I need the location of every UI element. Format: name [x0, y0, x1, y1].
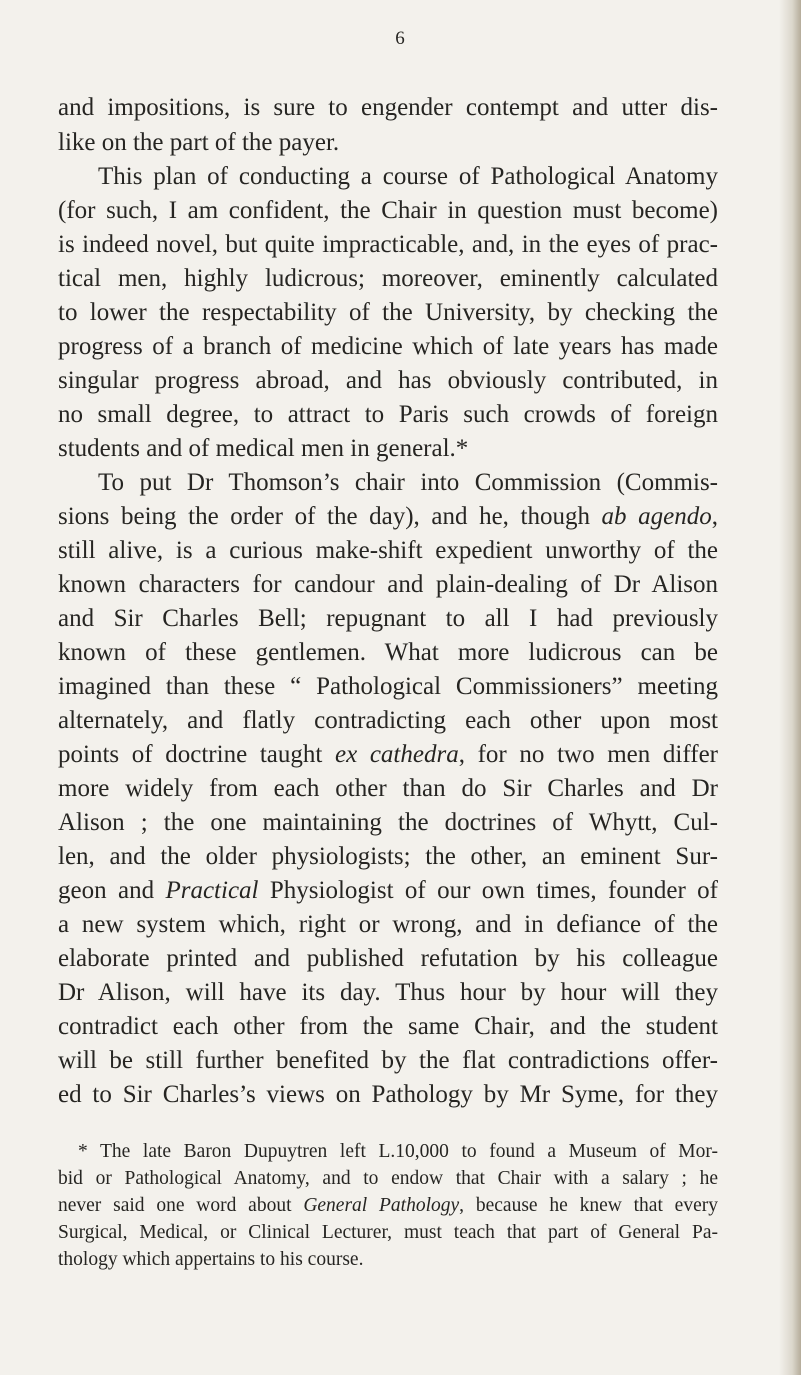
body-line: imagined than these “ Pathological Commissioners” meeting [58, 673, 718, 700]
body-line: progress of a branch of medicine which of late years has made [58, 333, 718, 360]
body-line: contradict each other from the same Chair, and the student [58, 1013, 718, 1040]
footnote-line: * The late Baron Dupuytren left L.10,000 to found a Museum of Mor- [78, 1141, 718, 1162]
body-line: more widely from each other than do Sir Charles and Dr [58, 775, 718, 802]
body-line: geon and Practical Physiologist of our own times, founder of [58, 877, 718, 904]
body-line: known of these gentlemen. What more ludicrous can be [58, 639, 718, 666]
body-line: will be still further benefited by the flat contradictions offer- [58, 1047, 718, 1074]
page-edge-shadow [779, 0, 801, 1375]
footnote-line: Surgical, Medical, or Clinical Lecturer, must teach that part of General Pa- [58, 1222, 718, 1243]
body-line: alternately, and flatly contradicting each other upon most [58, 707, 718, 734]
body-line: is indeed novel, but quite impracticable, and, in the eyes of prac- [58, 231, 718, 258]
page-number: 6 [395, 28, 406, 49]
body-line: elaborate printed and published refutation by his colleague [58, 945, 718, 972]
body-line: To put Dr Thomson’s chair into Commission (Commis- [98, 469, 718, 496]
body-line: (for such, I am confident, the Chair in question must become) [58, 197, 718, 224]
body-line: This plan of conducting a course of Pathological Anatomy [98, 163, 718, 190]
body-line: known characters for candour and plain-dealing of Dr Alison [58, 571, 718, 598]
body-line: tical men, highly ludicrous; moreover, eminently calculated [58, 265, 718, 292]
body-line: Dr Alison, will have its day. Thus hour by hour will they [58, 979, 718, 1006]
body-line: and Sir Charles Bell; repugnant to all I had previously [58, 605, 718, 632]
footnote-line: bid or Pathological Anatomy, and to endow that Chair with a salary ; he [58, 1168, 718, 1189]
body-line: students and of medical men in general.* [58, 435, 469, 462]
body-line: ed to Sir Charles’s views on Pathology by Mr Syme, for they [58, 1081, 718, 1108]
body-line: singular progress abroad, and has obviously contributed, in [58, 367, 718, 394]
footnote-line: thology which appertains to his course. [58, 1249, 364, 1270]
body-line: Alison ; the one maintaining the doctrines of Whytt, Cul- [58, 809, 718, 836]
body-line: len, and the older physiologists; the other, an eminent Sur- [58, 843, 718, 870]
body-line: points of doctrine taught ex cathedra, for no two men differ [58, 741, 719, 768]
body-line: a new system which, right or wrong, and in defiance of the [58, 911, 718, 938]
body-line: and impositions, is sure to engender contempt and utter dis- [58, 94, 718, 121]
body-line: like on the part of the payer. [58, 129, 340, 156]
body-line: no small degree, to attract to Paris such crowds of foreign [58, 401, 718, 428]
footnote-line: never said one word about General Pathology, because he knew that every [58, 1195, 718, 1216]
body-line: still alive, is a curious make-shift expedient unworthy of the [58, 537, 718, 564]
body-line: sions being the order of the day), and he, though ab agendo, [58, 503, 718, 530]
body-line: to lower the respectability of the University, by checking the [58, 299, 718, 326]
